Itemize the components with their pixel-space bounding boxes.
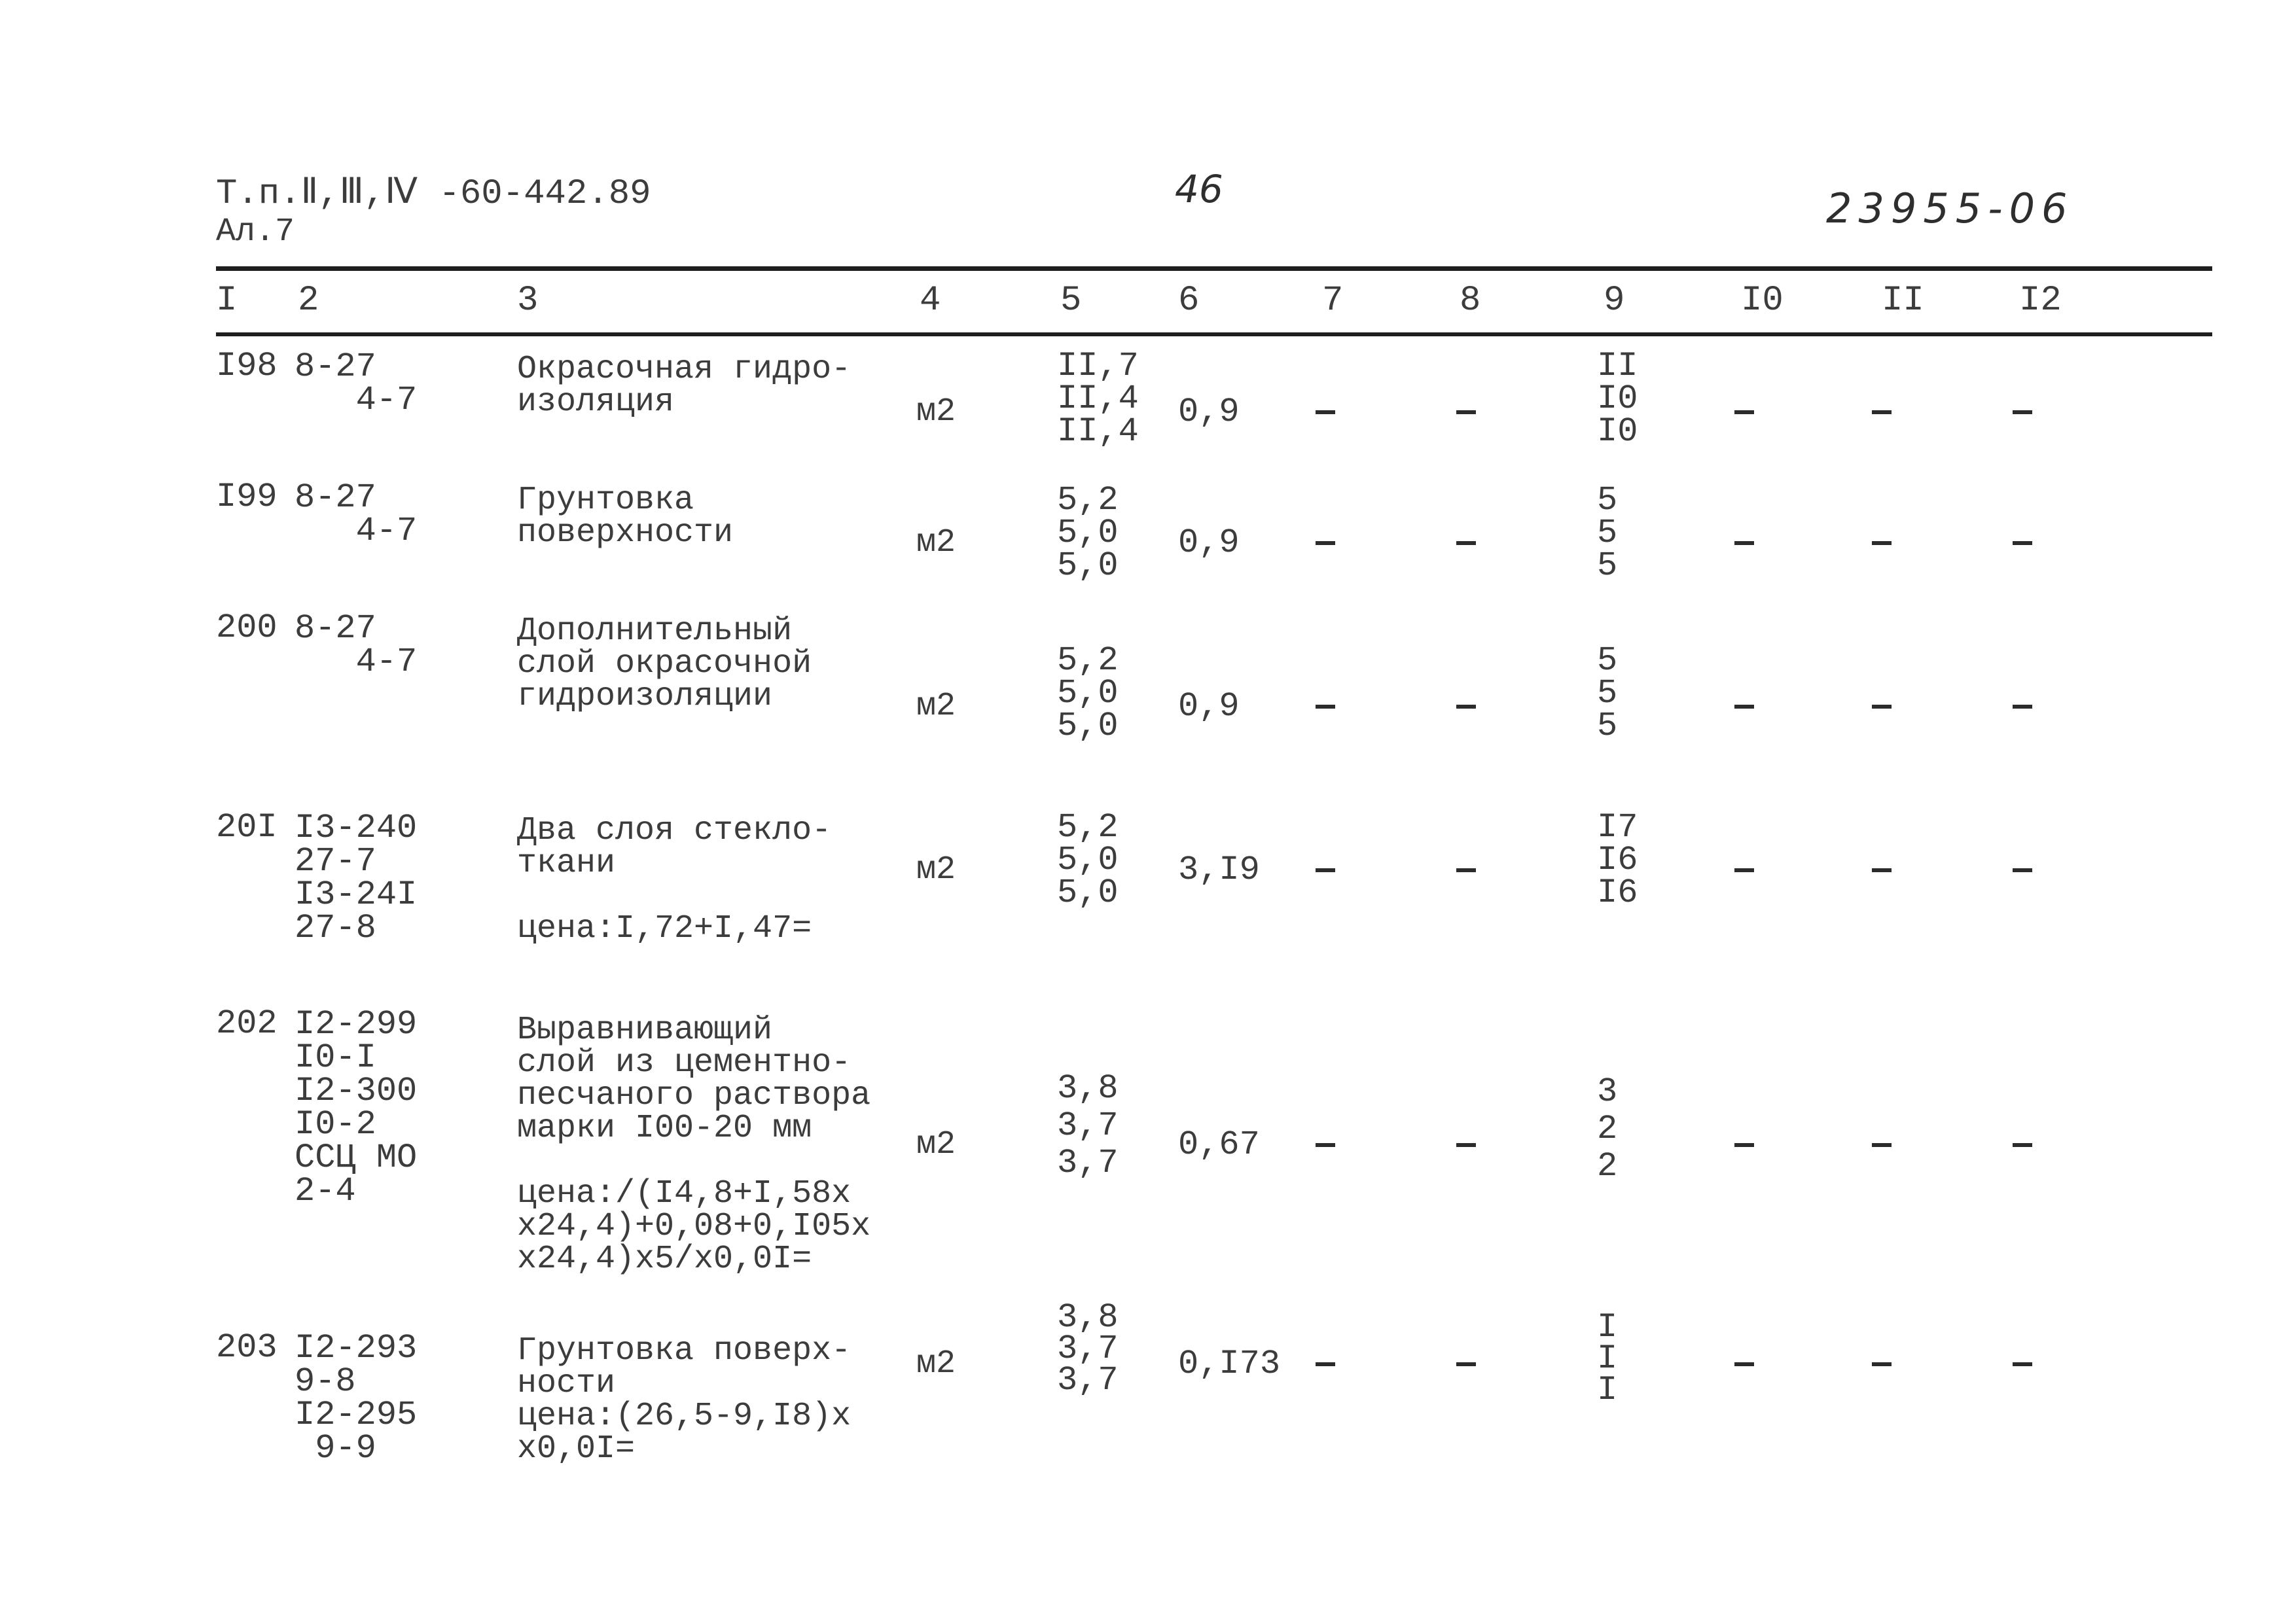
row-unit: м2 — [916, 688, 956, 725]
row-unit: м2 — [916, 1345, 956, 1383]
row-number: 202 — [216, 1004, 278, 1043]
row-col6: 0,9 — [1178, 393, 1240, 431]
column-header-2: 2 — [298, 281, 319, 321]
row-unit: м2 — [916, 524, 956, 561]
row-col9: II I0 I0 — [1597, 347, 1638, 451]
row-col10-dash — [1734, 410, 1754, 414]
row-col12-dash — [2013, 1143, 2032, 1147]
row-description: Выравнивающий слой из цементно- песчаного раствора марки I00-20 мм цена:/(I4,8+I,58х х24,4)+0,08+0,I05х х24,4)х5/х0,0I= — [517, 1012, 871, 1278]
column-header-8: 8 — [1460, 281, 1481, 321]
row-col10-dash — [1734, 1143, 1754, 1147]
row-col8-dash — [1456, 410, 1476, 414]
inventory-number: 23955-06 — [1826, 185, 2074, 232]
row-number: I99 — [216, 478, 278, 516]
row-col9: I I I — [1597, 1308, 1618, 1409]
table-header-rule — [216, 332, 2212, 336]
row-col12-dash — [2013, 541, 2032, 545]
row-col7-dash — [1316, 541, 1335, 545]
column-header-5: 5 — [1060, 281, 1082, 321]
row-code: I3-240 27-7 I3-24I 27-8 — [295, 809, 418, 947]
row-col6: 0,67 — [1178, 1125, 1260, 1164]
row-unit: м2 — [916, 1126, 956, 1163]
row-col8-dash — [1456, 1362, 1476, 1366]
row-number: 200 — [216, 609, 278, 647]
row-col6: 0,9 — [1178, 523, 1240, 562]
row-col11-dash — [1872, 410, 1892, 414]
row-number: 20I — [216, 808, 278, 847]
row-description: Два слоя стекло- ткани цена:I,72+I,47= — [517, 812, 832, 947]
column-header-11: II — [1882, 281, 1924, 321]
row-code: 8-27 4-7 — [295, 347, 418, 419]
row-col12-dash — [2013, 1362, 2032, 1366]
row-code: I2-293 9-8 I2-295 9-9 — [295, 1329, 418, 1468]
row-col8-dash — [1456, 705, 1476, 709]
column-header-12: I2 — [2019, 281, 2062, 321]
row-col7-dash — [1316, 1362, 1335, 1366]
column-header-6: 6 — [1178, 281, 1200, 321]
row-col10-dash — [1734, 1362, 1754, 1366]
row-col7-dash — [1316, 410, 1335, 414]
column-header-1: I — [216, 281, 238, 321]
row-col10-dash — [1734, 705, 1754, 709]
row-col6: 3,I9 — [1178, 851, 1260, 889]
row-col8-dash — [1456, 1143, 1476, 1147]
project-code: Т.п.Ⅱ,Ⅲ,Ⅳ -60-442.89 — [216, 174, 651, 214]
row-col5: II,7 II,4 II,4 — [1057, 347, 1139, 451]
row-number: I98 — [216, 347, 278, 385]
row-col7-dash — [1316, 705, 1335, 709]
row-col11-dash — [1872, 1362, 1892, 1366]
row-code: I2-299 I0-I I2-300 I0-2 ССЦ МО 2-4 — [295, 1005, 418, 1210]
row-number: 203 — [216, 1328, 278, 1367]
row-unit: м2 — [916, 393, 956, 431]
row-col9: 3 2 2 — [1597, 1072, 1618, 1186]
row-col10-dash — [1734, 541, 1754, 545]
row-col5: 5,2 5,0 5,0 — [1057, 641, 1119, 745]
row-col5: 5,2 5,0 5,0 — [1057, 481, 1119, 585]
row-col9: I7 I6 I6 — [1597, 808, 1638, 912]
row-col11-dash — [1872, 868, 1892, 872]
row-col5: 5,2 5,0 5,0 — [1057, 808, 1119, 912]
row-description: Грунтовка поверх- ности цена:(26,5-9,I8)х х0,0I= — [517, 1332, 852, 1468]
row-col5: 3,8 3,7 3,7 — [1057, 1298, 1119, 1400]
row-col8-dash — [1456, 868, 1476, 872]
table-top-rule — [216, 266, 2212, 271]
column-header-4: 4 — [920, 281, 941, 321]
row-col5: 3,8 3,7 3,7 — [1057, 1069, 1119, 1182]
row-col11-dash — [1872, 1143, 1892, 1147]
row-col12-dash — [2013, 410, 2032, 414]
row-col10-dash — [1734, 868, 1754, 872]
row-col9: 5 5 5 — [1597, 641, 1618, 745]
column-header-10: I0 — [1741, 281, 1784, 321]
row-col6: 0,I73 — [1178, 1345, 1281, 1383]
row-unit: м2 — [916, 851, 956, 889]
album-label: Ал.7 — [216, 213, 295, 251]
row-code: 8-27 4-7 — [295, 609, 418, 681]
page-number: 46 — [1175, 167, 1223, 211]
row-col7-dash — [1316, 1143, 1335, 1147]
row-col9: 5 5 5 — [1597, 481, 1618, 585]
column-header-7: 7 — [1322, 281, 1344, 321]
row-description: Грунтовка поверхности — [517, 482, 734, 552]
column-header-9: 9 — [1604, 281, 1625, 321]
row-description: Окрасочная гидро- изоляция — [517, 351, 852, 421]
row-description: Дополнительный слой окрасочной гидроизоляции — [517, 612, 812, 715]
row-col7-dash — [1316, 868, 1335, 872]
row-col8-dash — [1456, 541, 1476, 545]
column-header-3: 3 — [517, 281, 539, 321]
row-col12-dash — [2013, 868, 2032, 872]
row-col6: 0,9 — [1178, 687, 1240, 726]
row-col11-dash — [1872, 541, 1892, 545]
row-col11-dash — [1872, 705, 1892, 709]
row-col12-dash — [2013, 705, 2032, 709]
row-code: 8-27 4-7 — [295, 478, 418, 550]
